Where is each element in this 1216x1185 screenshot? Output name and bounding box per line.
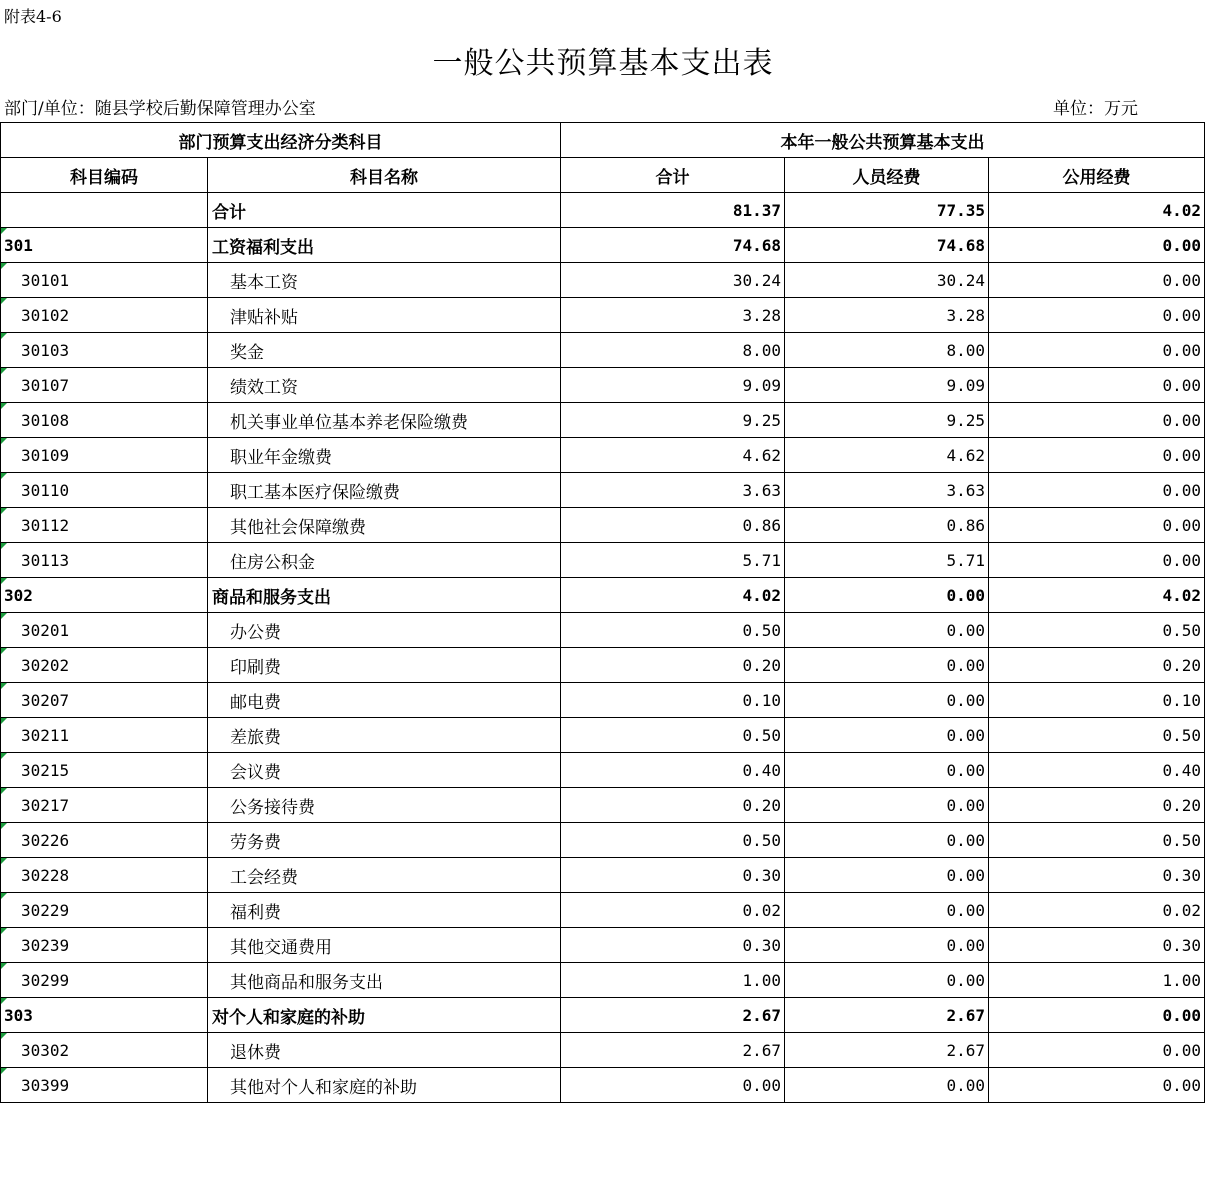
table-row	[1, 1068, 1205, 1103]
category-row	[1, 578, 1205, 613]
table-row	[1, 893, 1205, 928]
page-title: 一般公共预算基本支出表	[432, 46, 774, 81]
public-cell: 0.30	[989, 858, 1205, 893]
unit-label: 单位：万元	[1053, 99, 1138, 119]
name-cell: 退休费	[208, 1033, 561, 1068]
name-cell: 其他社会保障缴费	[208, 508, 561, 543]
total-cell: 0.50	[561, 718, 785, 753]
personnel-cell: 0.00	[785, 928, 989, 963]
personnel-cell: 77.35	[785, 193, 989, 228]
header-public: 公用经费	[989, 158, 1205, 193]
total-cell: 4.02	[561, 578, 785, 613]
table-row	[1, 683, 1205, 718]
code-cell: 30226	[1, 823, 208, 858]
public-cell: 4.02	[989, 578, 1205, 613]
name-cell: 邮电费	[208, 683, 561, 718]
public-cell: 1.00	[989, 963, 1205, 998]
total-cell: 0.30	[561, 858, 785, 893]
public-cell: 0.00	[989, 998, 1205, 1033]
table-row	[1, 858, 1205, 893]
attachment-label: 附表4-6	[4, 7, 62, 26]
code-cell: 30107	[1, 368, 208, 403]
name-cell: 福利费	[208, 893, 561, 928]
code-cell: 30112	[1, 508, 208, 543]
code-cell: 30108	[1, 403, 208, 438]
table-row	[1, 263, 1205, 298]
total-cell: 0.50	[561, 823, 785, 858]
public-cell: 0.00	[989, 403, 1205, 438]
public-cell: 0.00	[989, 263, 1205, 298]
personnel-cell: 0.00	[785, 963, 989, 998]
table-row	[1, 368, 1205, 403]
public-cell: 0.50	[989, 823, 1205, 858]
total-cell: 0.20	[561, 788, 785, 823]
total-cell: 3.28	[561, 298, 785, 333]
personnel-cell: 3.63	[785, 473, 989, 508]
total-cell: 0.10	[561, 683, 785, 718]
code-cell: 30299	[1, 963, 208, 998]
code-cell: 303	[1, 998, 208, 1033]
header-code: 科目编码	[1, 158, 208, 193]
table-row	[1, 508, 1205, 543]
public-cell: 0.00	[989, 543, 1205, 578]
total-cell: 0.86	[561, 508, 785, 543]
header-group-row	[1, 123, 1205, 158]
header-column-row	[1, 158, 1205, 193]
public-cell: 4.02	[989, 193, 1205, 228]
total-cell: 74.68	[561, 228, 785, 263]
public-cell: 0.00	[989, 1068, 1205, 1103]
code-cell: 30399	[1, 1068, 208, 1103]
name-cell: 办公费	[208, 613, 561, 648]
table-row	[1, 613, 1205, 648]
total-cell: 1.00	[561, 963, 785, 998]
name-cell: 其他交通费用	[208, 928, 561, 963]
public-cell: 0.50	[989, 613, 1205, 648]
total-cell: 0.50	[561, 613, 785, 648]
name-cell: 机关事业单位基本养老保险缴费	[208, 403, 561, 438]
name-cell: 公务接待费	[208, 788, 561, 823]
table-row	[1, 298, 1205, 333]
name-cell: 其他商品和服务支出	[208, 963, 561, 998]
code-cell: 30102	[1, 298, 208, 333]
personnel-cell: 0.86	[785, 508, 989, 543]
name-cell: 差旅费	[208, 718, 561, 753]
personnel-cell: 74.68	[785, 228, 989, 263]
header-personnel: 人员经费	[785, 158, 989, 193]
code-cell: 30229	[1, 893, 208, 928]
public-cell: 0.20	[989, 648, 1205, 683]
name-cell: 劳务费	[208, 823, 561, 858]
public-cell: 0.00	[989, 298, 1205, 333]
total-row	[1, 193, 1205, 228]
table-row	[1, 403, 1205, 438]
personnel-cell: 5.71	[785, 543, 989, 578]
code-cell: 30302	[1, 1033, 208, 1068]
table-row	[1, 333, 1205, 368]
personnel-cell: 2.67	[785, 1033, 989, 1068]
table-row	[1, 648, 1205, 683]
name-cell: 职业年金缴费	[208, 438, 561, 473]
total-cell: 9.09	[561, 368, 785, 403]
public-cell: 0.50	[989, 718, 1205, 753]
name-cell: 其他对个人和家庭的补助	[208, 1068, 561, 1103]
table-row	[1, 963, 1205, 998]
total-cell: 30.24	[561, 263, 785, 298]
code-cell: 30211	[1, 718, 208, 753]
total-cell: 0.00	[561, 1068, 785, 1103]
total-cell: 3.63	[561, 473, 785, 508]
name-cell: 对个人和家庭的补助	[208, 998, 561, 1033]
name-cell: 津贴补贴	[208, 298, 561, 333]
personnel-cell: 30.24	[785, 263, 989, 298]
personnel-cell: 0.00	[785, 613, 989, 648]
name-cell: 住房公积金	[208, 543, 561, 578]
total-cell: 2.67	[561, 1033, 785, 1068]
name-cell: 合计	[208, 193, 561, 228]
public-cell: 0.02	[989, 893, 1205, 928]
header-group-economic-class: 部门预算支出经济分类科目	[1, 123, 561, 158]
category-row	[1, 228, 1205, 263]
public-cell: 0.40	[989, 753, 1205, 788]
code-cell: 30113	[1, 543, 208, 578]
code-cell: 302	[1, 578, 208, 613]
code-cell: 30101	[1, 263, 208, 298]
public-cell: 0.10	[989, 683, 1205, 718]
total-cell: 4.62	[561, 438, 785, 473]
department-label: 部门/单位：随县学校后勤保障管理办公室	[4, 99, 316, 119]
personnel-cell: 0.00	[785, 1068, 989, 1103]
public-cell: 0.30	[989, 928, 1205, 963]
code-cell: 30109	[1, 438, 208, 473]
name-cell: 基本工资	[208, 263, 561, 298]
name-cell: 会议费	[208, 753, 561, 788]
table-row	[1, 753, 1205, 788]
personnel-cell: 0.00	[785, 648, 989, 683]
personnel-cell: 0.00	[785, 718, 989, 753]
code-cell: 30207	[1, 683, 208, 718]
public-cell: 0.00	[989, 508, 1205, 543]
code-cell: 30239	[1, 928, 208, 963]
code-cell: 30215	[1, 753, 208, 788]
total-cell: 0.40	[561, 753, 785, 788]
code-cell: 30202	[1, 648, 208, 683]
header-total: 合计	[561, 158, 785, 193]
code-cell: 30217	[1, 788, 208, 823]
table-row	[1, 1033, 1205, 1068]
name-cell: 印刷费	[208, 648, 561, 683]
total-cell: 0.02	[561, 893, 785, 928]
name-cell: 职工基本医疗保险缴费	[208, 473, 561, 508]
public-cell: 0.20	[989, 788, 1205, 823]
code-cell: 30103	[1, 333, 208, 368]
name-cell: 奖金	[208, 333, 561, 368]
name-cell: 绩效工资	[208, 368, 561, 403]
code-cell: 30201	[1, 613, 208, 648]
total-cell: 5.71	[561, 543, 785, 578]
total-cell: 9.25	[561, 403, 785, 438]
total-cell: 8.00	[561, 333, 785, 368]
personnel-cell: 0.00	[785, 823, 989, 858]
public-cell: 0.00	[989, 438, 1205, 473]
public-cell: 0.00	[989, 473, 1205, 508]
public-cell: 0.00	[989, 1033, 1205, 1068]
personnel-cell: 0.00	[785, 858, 989, 893]
code-cell	[1, 193, 208, 228]
personnel-cell: 8.00	[785, 333, 989, 368]
header-name: 科目名称	[208, 158, 561, 193]
public-cell: 0.00	[989, 228, 1205, 263]
personnel-cell: 9.25	[785, 403, 989, 438]
total-cell: 2.67	[561, 998, 785, 1033]
table-row	[1, 473, 1205, 508]
code-cell: 30110	[1, 473, 208, 508]
personnel-cell: 0.00	[785, 683, 989, 718]
personnel-cell: 9.09	[785, 368, 989, 403]
name-cell: 工会经费	[208, 858, 561, 893]
name-cell: 商品和服务支出	[208, 578, 561, 613]
public-cell: 0.00	[989, 368, 1205, 403]
code-cell: 30228	[1, 858, 208, 893]
personnel-cell: 0.00	[785, 753, 989, 788]
public-cell: 0.00	[989, 333, 1205, 368]
total-cell: 0.20	[561, 648, 785, 683]
total-cell: 81.37	[561, 193, 785, 228]
table-row	[1, 543, 1205, 578]
personnel-cell: 0.00	[785, 893, 989, 928]
code-cell: 301	[1, 228, 208, 263]
table-row	[1, 438, 1205, 473]
table-row	[1, 718, 1205, 753]
table-row	[1, 928, 1205, 963]
personnel-cell: 4.62	[785, 438, 989, 473]
personnel-cell: 2.67	[785, 998, 989, 1033]
name-cell: 工资福利支出	[208, 228, 561, 263]
personnel-cell: 3.28	[785, 298, 989, 333]
category-row	[1, 998, 1205, 1033]
personnel-cell: 0.00	[785, 788, 989, 823]
personnel-cell: 0.00	[785, 578, 989, 613]
header-group-basic-expenditure: 本年一般公共预算基本支出	[561, 123, 1205, 158]
budget-table	[0, 122, 1205, 1103]
table-row	[1, 788, 1205, 823]
total-cell: 0.30	[561, 928, 785, 963]
table-row	[1, 823, 1205, 858]
